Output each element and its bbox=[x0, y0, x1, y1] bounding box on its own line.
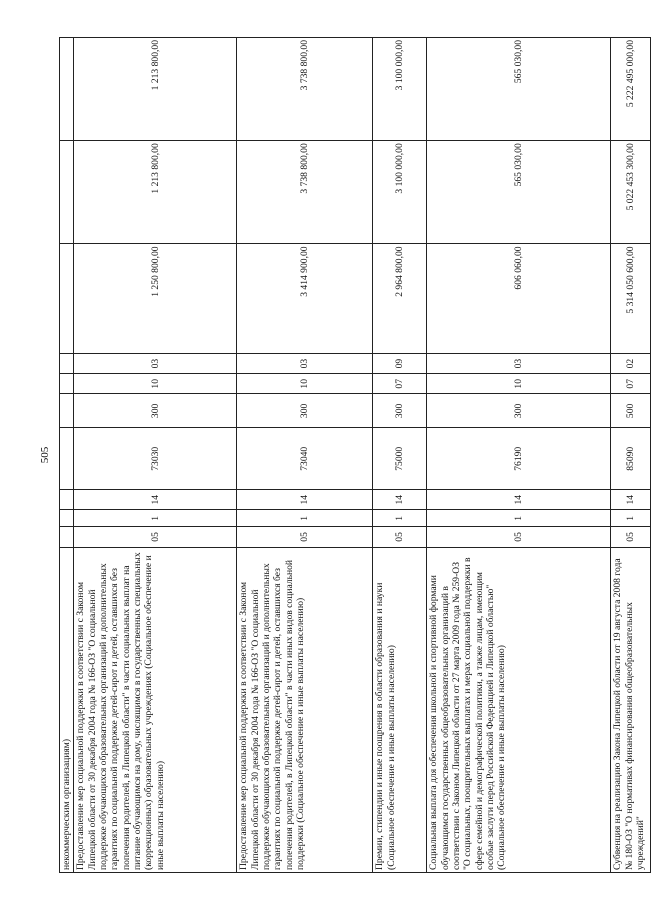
direction-code-cell: 75000 bbox=[373, 428, 427, 490]
program-code-cell bbox=[60, 527, 74, 547]
subprogram-code-cell: 1 bbox=[427, 510, 611, 527]
budget-table bbox=[59, 37, 651, 873]
amount-year1-cell: 606 060,00 bbox=[427, 244, 611, 354]
row-name-cell: Субвенция на реализацию Закона Липецкой области от 19 августа 2008 года № 180-ОЗ "О нормативах финансирования общеобразовательных учреждений" bbox=[611, 547, 651, 872]
expense-type-cell: 300 bbox=[237, 394, 373, 428]
table-row bbox=[237, 38, 373, 873]
subprogram-code-cell bbox=[60, 510, 74, 527]
row-name-cell: Социальная выплата для обеспечения школьной и спортивной формами обучающимся государственных общеобразовательных организаций в соответствии с Законом Липецкой области от 27 марта 2009 года № 259-ОЗ "О социальных, поощрительных выплатах и мерах социальной поддержки в сфере семейной и демографической политики, а также лицам, имеющим особые заслуги перед Российской Федерацией и Липецкой областью" (Социальное обеспечение и иные выплаты населению) bbox=[427, 547, 611, 872]
direction-code-cell: 85090 bbox=[611, 428, 651, 490]
main-event-code-cell: 14 bbox=[237, 490, 373, 510]
table-row bbox=[611, 38, 651, 873]
amount-year2-cell: 3 738 800,00 bbox=[237, 141, 373, 244]
row-name-cell: Премии, стипендии и иные поощрения в области образования и науки (Социальное обеспечение и иные выплаты населению) bbox=[373, 547, 427, 872]
subprogram-code-cell: 1 bbox=[74, 510, 237, 527]
rotated-table-container bbox=[59, 37, 646, 873]
program-code-cell: 05 bbox=[237, 527, 373, 547]
expense-type-cell: 500 bbox=[611, 394, 651, 428]
expense-type-cell: 300 bbox=[427, 394, 611, 428]
section-cell: 10 bbox=[427, 374, 611, 394]
row-name-cell: Предоставление мер социальной поддержки в соответствии с Законом Липецкой области от 30 декабря 2004 года № 166-ОЗ "О социальной поддержке обучающихся образовательных организаций и дополнительных гарантиях по социальной поддержке детей-сирот и детей, оставшихся без попечения родителей, в Липецкой области" в части иных видов социальной поддержки (Социальное обеспечение и иные выплаты населению) bbox=[237, 547, 373, 872]
amount-year2-cell bbox=[60, 141, 74, 244]
table-row bbox=[74, 38, 237, 873]
amount-year2-cell: 1 213 800,00 bbox=[74, 141, 237, 244]
main-event-code-cell: 14 bbox=[74, 490, 237, 510]
expense-type-cell: 300 bbox=[74, 394, 237, 428]
amount-year3-cell: 1 213 800,00 bbox=[74, 38, 237, 141]
amount-year3-cell: 5 222 495 000,00 bbox=[611, 38, 651, 141]
section-cell bbox=[60, 374, 74, 394]
subprogram-code-cell: 1 bbox=[373, 510, 427, 527]
direction-code-cell: 76190 bbox=[427, 428, 611, 490]
subsection-cell bbox=[60, 353, 74, 373]
row-name-cell: некоммерческим организациям) bbox=[60, 547, 74, 872]
program-code-cell: 05 bbox=[611, 527, 651, 547]
table-row bbox=[60, 38, 74, 873]
direction-code-cell: 73030 bbox=[74, 428, 237, 490]
amount-year1-cell: 1 250 800,00 bbox=[74, 244, 237, 354]
row-name-cell: Предоставление мер социальной поддержки в соответствии с Законом Липецкой области от 30 декабря 2004 года № 166-ОЗ "О социальной поддержке обучающихся образовательных организаций и дополнительных гарантиях по социальной поддержке детей-сирот и детей, оставшихся без попечения родителей, в Липецкой области" в части социальных выплат на питание обучающимся на дому, числящимся в государственных специальных (коррекционных) образовательных учреждениях (Социальное обеспечение и иные выплаты населению) bbox=[74, 547, 237, 872]
amount-year2-cell: 3 100 000,00 bbox=[373, 141, 427, 244]
program-code-cell: 05 bbox=[74, 527, 237, 547]
table-row bbox=[373, 38, 427, 873]
main-event-code-cell: 14 bbox=[373, 490, 427, 510]
expense-type-cell: 300 bbox=[373, 394, 427, 428]
amount-year1-cell: 2 964 800,00 bbox=[373, 244, 427, 354]
budget-table-frame bbox=[59, 37, 646, 873]
amount-year2-cell: 565 030,00 bbox=[427, 141, 611, 244]
direction-code-cell bbox=[60, 428, 74, 490]
amount-year3-cell: 3 738 800,00 bbox=[237, 38, 373, 141]
amount-year3-cell bbox=[60, 38, 74, 141]
section-cell: 10 bbox=[237, 374, 373, 394]
subsection-cell: 03 bbox=[74, 353, 237, 373]
amount-year3-cell: 565 030,00 bbox=[427, 38, 611, 141]
subsection-cell: 02 bbox=[611, 353, 651, 373]
subsection-cell: 09 bbox=[373, 353, 427, 373]
amount-year1-cell: 5 314 050 600,00 bbox=[611, 244, 651, 354]
amount-year1-cell bbox=[60, 244, 74, 354]
subprogram-code-cell: 1 bbox=[237, 510, 373, 527]
section-cell: 07 bbox=[373, 374, 427, 394]
program-code-cell: 05 bbox=[373, 527, 427, 547]
subsection-cell: 03 bbox=[427, 353, 611, 373]
subsection-cell: 03 bbox=[237, 353, 373, 373]
amount-year3-cell: 3 100 000,00 bbox=[373, 38, 427, 141]
main-event-code-cell: 14 bbox=[611, 490, 651, 510]
amount-year2-cell: 5 022 453 300,00 bbox=[611, 141, 651, 244]
main-event-code-cell bbox=[60, 490, 74, 510]
section-cell: 07 bbox=[611, 374, 651, 394]
section-cell: 10 bbox=[74, 374, 237, 394]
expense-type-cell bbox=[60, 394, 74, 428]
subprogram-code-cell: 1 bbox=[611, 510, 651, 527]
amount-year1-cell: 3 414 900,00 bbox=[237, 244, 373, 354]
main-event-code-cell: 14 bbox=[427, 490, 611, 510]
direction-code-cell: 73040 bbox=[237, 428, 373, 490]
table-row bbox=[427, 38, 611, 873]
page-number: 505 bbox=[39, 446, 51, 464]
program-code-cell: 05 bbox=[427, 527, 611, 547]
